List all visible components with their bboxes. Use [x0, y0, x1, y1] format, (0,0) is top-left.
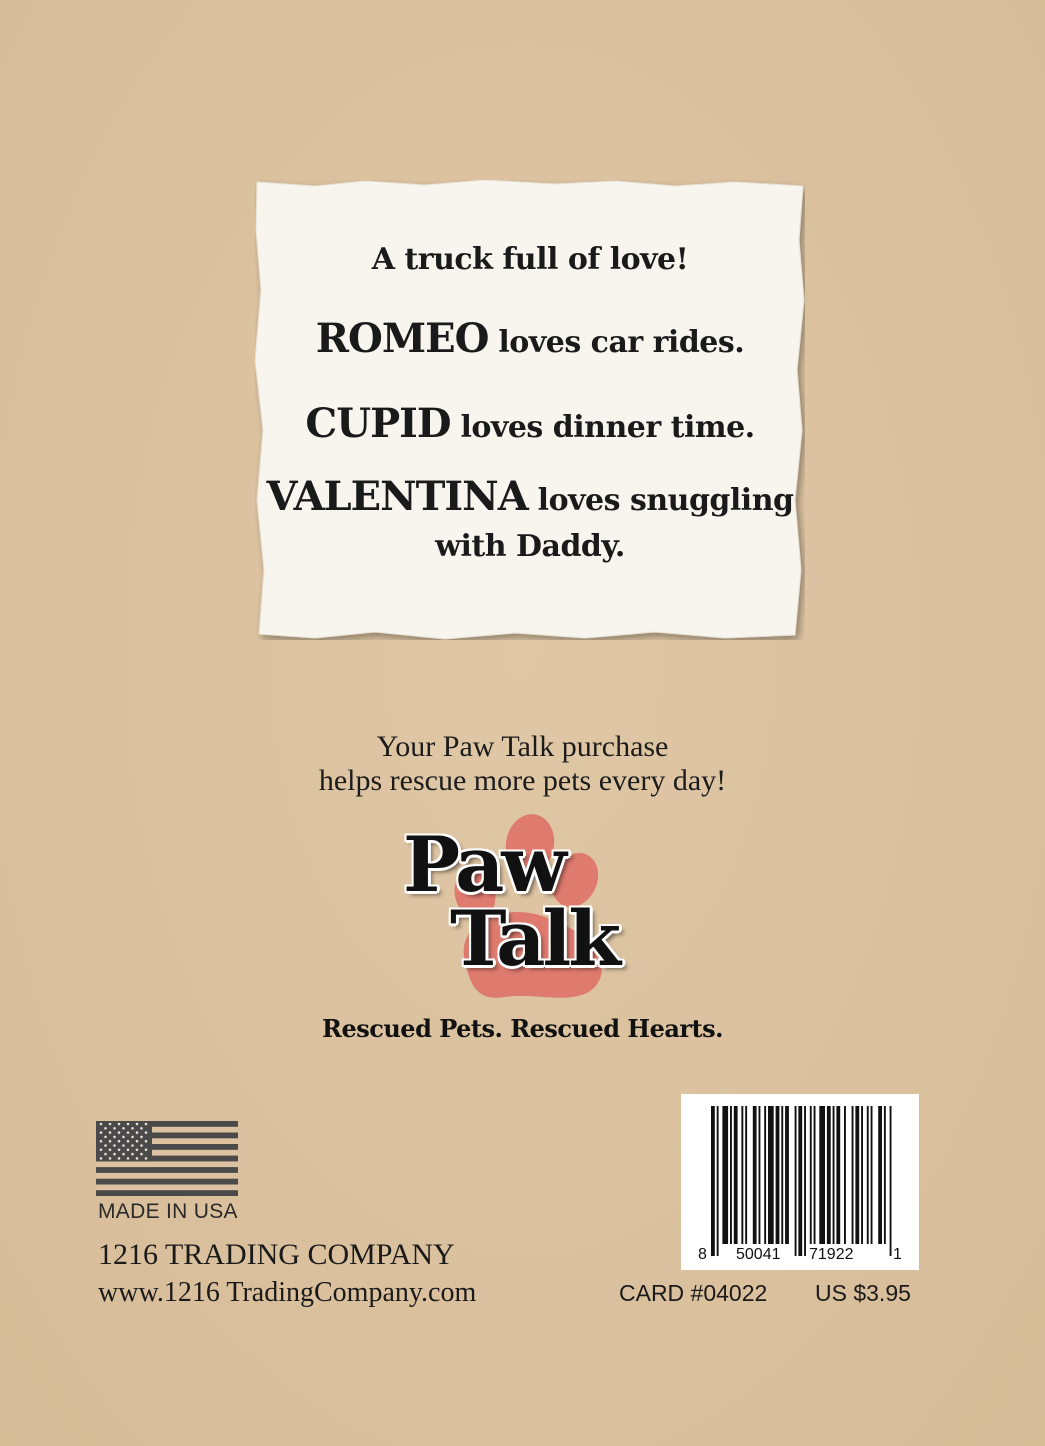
barcode-bar	[722, 1106, 728, 1244]
flag-star	[100, 1157, 103, 1160]
price: US $3.95	[815, 1280, 911, 1306]
flag-star	[118, 1123, 121, 1126]
note-line-4-text: loves snuggling	[527, 483, 794, 518]
flag-star	[104, 1144, 107, 1147]
flag-star	[127, 1131, 130, 1134]
note-line-3	[255, 400, 805, 447]
barcode-bar	[819, 1106, 825, 1244]
barcode-bar	[753, 1106, 757, 1244]
barcode-bar	[810, 1106, 812, 1244]
flag-star	[145, 1123, 148, 1126]
flag-star	[122, 1144, 125, 1147]
barcode-digits-left: 50041	[736, 1246, 781, 1263]
note-line-4-cont: with Daddy.	[435, 529, 625, 564]
flag-star	[131, 1144, 134, 1147]
barcode-bars	[681, 1094, 919, 1270]
website-url: www.1216 TradingCompany.com	[98, 1277, 477, 1308]
flag-star	[113, 1153, 116, 1156]
barcode-bar	[711, 1106, 715, 1256]
barcode-bar	[776, 1106, 780, 1244]
pet-name-cupid: CUPID	[305, 400, 451, 447]
flag-star	[118, 1131, 121, 1134]
flag-star	[136, 1140, 139, 1143]
flag-star	[109, 1140, 112, 1143]
barcode-bar	[827, 1106, 831, 1244]
flag-star	[122, 1136, 125, 1139]
barcode-bar	[730, 1106, 732, 1244]
flag-star	[109, 1157, 112, 1160]
flag-star	[136, 1157, 139, 1160]
note-line-3-text: loves dinner time.	[450, 410, 755, 445]
flag-star	[118, 1140, 121, 1143]
barcode-bar	[878, 1106, 882, 1244]
note-line-1: A truck full of love!	[371, 242, 689, 277]
flag-star	[100, 1123, 103, 1126]
barcode-bar	[734, 1106, 738, 1244]
flag-star	[145, 1131, 148, 1134]
flag-star	[145, 1140, 148, 1143]
barcode-digit-last: 1	[893, 1246, 902, 1263]
pet-name-romeo: ROMEO	[315, 315, 489, 362]
flag-star	[136, 1149, 139, 1152]
logo-word-paw: Paw	[403, 820, 564, 909]
torn-paper-note	[255, 180, 805, 640]
flag-star	[127, 1157, 130, 1160]
note-line-4	[255, 474, 805, 570]
flag-star	[113, 1127, 116, 1130]
flag-star	[118, 1157, 121, 1160]
flag-star	[109, 1131, 112, 1134]
tagline: Rescued Pets. Rescued Hearts.	[322, 1014, 723, 1043]
flag-star	[140, 1144, 143, 1147]
flag-star	[131, 1136, 134, 1139]
flag-star	[109, 1123, 112, 1126]
flag-star	[145, 1149, 148, 1152]
barcode-bar	[890, 1106, 892, 1256]
barcode-bar	[795, 1106, 797, 1256]
flag-star	[104, 1136, 107, 1139]
flag-star	[100, 1149, 103, 1152]
purchase-message	[0, 730, 1045, 798]
purchase-line-1: Your Paw Talk purchase	[376, 730, 669, 763]
flag-star	[127, 1149, 130, 1152]
barcode-bar	[833, 1106, 835, 1244]
flag-star	[113, 1144, 116, 1147]
flag-star	[127, 1140, 130, 1143]
flag-star	[113, 1136, 116, 1139]
flag-star	[100, 1140, 103, 1143]
barcode	[681, 1094, 919, 1270]
flag-star	[145, 1157, 148, 1160]
barcode-digit-first: 8	[698, 1246, 707, 1263]
flag-star	[122, 1153, 125, 1156]
barcode-bar	[871, 1106, 873, 1244]
flag-star	[104, 1153, 107, 1156]
barcode-bar	[768, 1106, 774, 1244]
flag-star	[140, 1127, 143, 1130]
barcode-bar	[717, 1106, 719, 1256]
barcode-bar	[741, 1106, 743, 1244]
flag-star	[127, 1123, 130, 1126]
company-name: 1216 TRADING COMPANY	[98, 1238, 455, 1271]
flag-star	[122, 1127, 125, 1130]
us-flag-icon	[96, 1121, 238, 1196]
note-line-2	[255, 315, 805, 362]
barcode-bar	[836, 1106, 840, 1244]
paw-talk-logo	[395, 812, 645, 1012]
barcode-bar	[804, 1106, 806, 1256]
logo-word-talk: Talk	[450, 894, 619, 983]
flag-star	[140, 1153, 143, 1156]
barcode-bar	[785, 1106, 789, 1244]
barcode-bar	[855, 1106, 859, 1244]
flag-star	[131, 1153, 134, 1156]
pet-name-valentina: VALENTINA	[266, 473, 528, 520]
flag-star	[131, 1127, 134, 1130]
flag-star	[118, 1149, 121, 1152]
purchase-line-2: helps rescue more pets every day!	[318, 764, 727, 797]
barcode-bar	[764, 1106, 766, 1244]
made-in-usa: MADE IN USA	[98, 1200, 238, 1223]
barcode-bar	[852, 1106, 854, 1244]
barcode-bar	[798, 1106, 802, 1256]
barcode-bar	[861, 1106, 863, 1244]
barcode-bar	[844, 1106, 846, 1244]
flag-star	[140, 1136, 143, 1139]
card-number: CARD #04022	[619, 1280, 768, 1306]
flag-star	[100, 1131, 103, 1134]
barcode-bar	[759, 1106, 761, 1244]
flag-star	[136, 1123, 139, 1126]
barcode-bar	[884, 1106, 886, 1244]
flag-star	[104, 1127, 107, 1130]
note-line-2-text: loves car rides.	[488, 325, 745, 360]
barcode-bar	[781, 1106, 783, 1244]
flag-star	[109, 1149, 112, 1152]
barcode-bar	[745, 1106, 747, 1244]
barcode-digits-right: 71922	[809, 1246, 854, 1263]
barcode-bar	[814, 1106, 816, 1244]
flag-star	[136, 1131, 139, 1134]
barcode-bar	[867, 1106, 869, 1244]
